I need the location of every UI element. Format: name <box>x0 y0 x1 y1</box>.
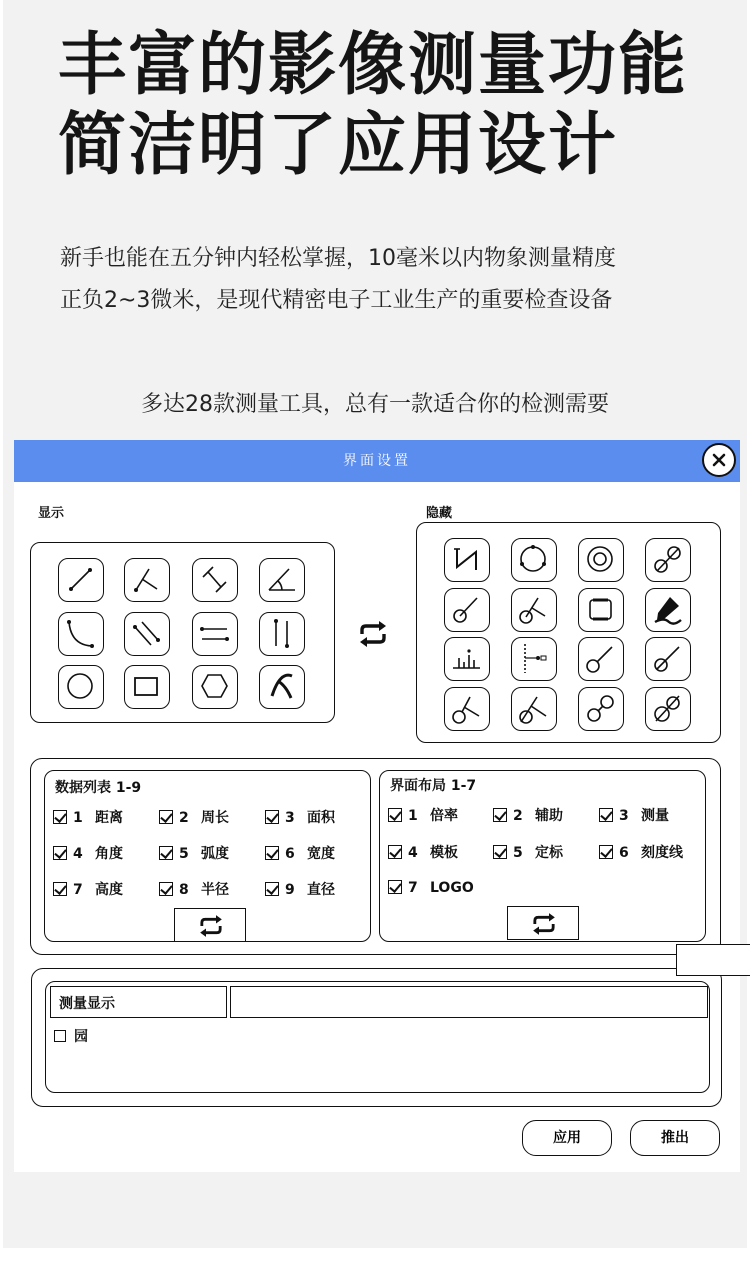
checkbox-checked-icon <box>493 808 507 822</box>
data-list-item[interactable]: 4 角度 <box>53 843 123 863</box>
parallel-distance-icon <box>193 559 236 600</box>
tool-angle[interactable] <box>259 558 305 602</box>
concentric-circle-icon <box>579 539 622 580</box>
measure-display-option[interactable]: 园 <box>54 1026 88 1046</box>
tool-circle-foot[interactable] <box>444 687 490 731</box>
description-line-1: 新手也能在五分钟内轻松掌握，10毫米以内物象测量精度 <box>60 246 616 271</box>
measure-display-header <box>50 986 227 1018</box>
checkbox-checked-icon <box>388 880 402 894</box>
checkbox-checked-icon <box>53 882 67 896</box>
data-list-panel <box>44 770 371 942</box>
hexagon-icon <box>193 666 236 707</box>
two-circle-link-icon <box>646 539 689 580</box>
data-list-item[interactable]: 9 直径 <box>265 879 335 899</box>
two-circle-distance-icon <box>579 688 622 729</box>
tool-parallel-distance[interactable] <box>192 558 238 602</box>
circle-perpendicular-icon <box>512 589 555 630</box>
measure-display-title: 测量显示 <box>59 996 115 1012</box>
tool-rectangle[interactable] <box>124 665 170 709</box>
double-line-icon <box>125 613 168 654</box>
checkbox-checked-icon <box>265 810 279 824</box>
tool-circle-perpendicular[interactable] <box>511 588 557 632</box>
tool-concentric-circle[interactable] <box>578 538 624 582</box>
tool-two-circle-link[interactable] <box>645 538 691 582</box>
data-list-item[interactable]: 8 半径 <box>159 879 229 899</box>
tool-two-circle-distance[interactable] <box>578 687 624 731</box>
data-list-item[interactable]: 3 面积 <box>265 807 335 827</box>
tool-zigzag[interactable] <box>444 538 490 582</box>
zigzag-icon <box>445 539 488 580</box>
rectangle-icon <box>125 666 168 707</box>
show-label: 显示 <box>38 506 65 521</box>
checkbox-checked-icon <box>159 882 173 896</box>
tool-perpendicular[interactable] <box>124 558 170 602</box>
measure-display-panel <box>31 968 722 1107</box>
measure-display-header-cell <box>230 986 708 1018</box>
tool-histogram[interactable] <box>444 637 490 681</box>
layout-list-item[interactable]: 4 模板 <box>388 842 458 862</box>
line-distance-icon <box>59 559 102 600</box>
tool-three-point-circle[interactable] <box>511 538 557 582</box>
data-list-item[interactable]: 6 宽度 <box>265 843 335 863</box>
tool-freehand-pen[interactable] <box>645 588 691 632</box>
data-list-title: 数据列表 1-9 <box>55 780 142 796</box>
circle-tangent-icon <box>579 638 622 679</box>
data-list-item[interactable]: 1 距离 <box>53 807 123 827</box>
layout-list-item[interactable]: 6 刻度线 <box>599 842 683 862</box>
interface-settings-dialog <box>14 440 740 1172</box>
checkbox-checked-icon <box>388 808 402 822</box>
tool-circle[interactable] <box>58 665 104 709</box>
tool-intersect[interactable] <box>259 665 305 709</box>
tool-circle-cross-line[interactable] <box>511 687 557 731</box>
vertical-lines-icon <box>260 613 303 654</box>
perpendicular-icon <box>125 559 168 600</box>
dialog-title: 界面设置 <box>343 453 411 469</box>
exit-button[interactable]: 推出 <box>630 1120 720 1156</box>
layout-list-panel <box>379 770 706 942</box>
checkbox-checked-icon <box>53 810 67 824</box>
intersect-icon <box>260 666 303 707</box>
checkbox-checked-icon <box>493 845 507 859</box>
headline-line-1: 丰富的影像测量功能 <box>58 26 689 105</box>
description-line-2: 正负2~3微米，是现代精密电子工业生产的重要检查设备 <box>60 288 613 313</box>
tool-vertical-lines[interactable] <box>259 612 305 656</box>
data-list-item[interactable]: 2 周长 <box>159 807 229 827</box>
apply-button[interactable]: 应用 <box>522 1120 612 1156</box>
tool-circle-diagonal[interactable] <box>645 687 691 731</box>
checkbox-checked-icon <box>265 846 279 860</box>
layout-list-item[interactable]: 1 倍率 <box>388 805 458 825</box>
layout-list-item[interactable]: 3 测量 <box>599 805 669 825</box>
tool-rounded-rect[interactable] <box>578 588 624 632</box>
data-list-item[interactable]: 7 高度 <box>53 879 123 899</box>
freehand-pen-icon <box>646 589 689 630</box>
checkbox-checked-icon <box>53 846 67 860</box>
tool-horizontal-lines[interactable] <box>192 612 238 656</box>
layout-list-item[interactable]: 5 定标 <box>493 842 563 862</box>
close-button[interactable] <box>702 443 736 477</box>
tagline: 多达28款测量工具，总有一款适合你的检测需要 <box>141 392 609 417</box>
tool-circle-tangent[interactable] <box>578 637 624 681</box>
side-handle[interactable] <box>676 944 750 976</box>
angle-icon <box>260 559 303 600</box>
checkbox-checked-icon <box>388 845 402 859</box>
checkbox-checked-icon <box>159 846 173 860</box>
three-point-circle-icon <box>512 539 555 580</box>
headline-line-2: 简洁明了应用设计 <box>58 106 619 185</box>
layout-list-swap-button[interactable] <box>507 906 579 940</box>
hide-label: 隐藏 <box>426 506 453 521</box>
tool-circle-radius[interactable] <box>645 637 691 681</box>
checkbox-checked-icon <box>599 808 613 822</box>
checkbox-checked-icon <box>599 845 613 859</box>
close-icon <box>704 445 734 475</box>
layout-list-item[interactable]: 7 LOGO <box>388 878 474 896</box>
swap-icon <box>529 912 559 936</box>
horizontal-lines-icon <box>193 613 236 654</box>
measure-display-box <box>45 981 710 1093</box>
rounded-rect-icon <box>579 589 622 630</box>
point-scale-icon <box>512 638 555 679</box>
circle-foot-icon <box>445 688 488 729</box>
arc-icon <box>59 613 102 654</box>
tool-point-scale[interactable] <box>511 637 557 681</box>
swap-tools-icon[interactable] <box>355 620 391 648</box>
checkbox-checked-icon <box>265 882 279 896</box>
circle-cross-line-icon <box>512 688 555 729</box>
circle-diagonal-icon <box>646 688 689 729</box>
circle-line-icon <box>445 589 488 630</box>
hide-tools-panel <box>416 522 721 743</box>
layout-list-title: 界面布局 1-7 <box>390 778 477 794</box>
dialog-titlebar <box>14 440 740 482</box>
data-list-item[interactable]: 5 弧度 <box>159 843 229 863</box>
circle-icon <box>59 666 102 707</box>
circle-radius-icon <box>646 638 689 679</box>
checkbox-checked-icon <box>159 810 173 824</box>
show-tools-panel <box>30 542 335 723</box>
tool-hexagon[interactable] <box>192 665 238 709</box>
data-list-swap-button[interactable] <box>174 908 246 942</box>
layout-list-item[interactable]: 2 辅助 <box>493 805 563 825</box>
swap-icon <box>196 914 226 938</box>
tool-line-distance[interactable] <box>58 558 104 602</box>
tool-double-line[interactable] <box>124 612 170 656</box>
tool-circle-line[interactable] <box>444 588 490 632</box>
tool-arc[interactable] <box>58 612 104 656</box>
histogram-icon <box>445 638 488 679</box>
checkbox-unchecked-icon <box>54 1030 66 1042</box>
